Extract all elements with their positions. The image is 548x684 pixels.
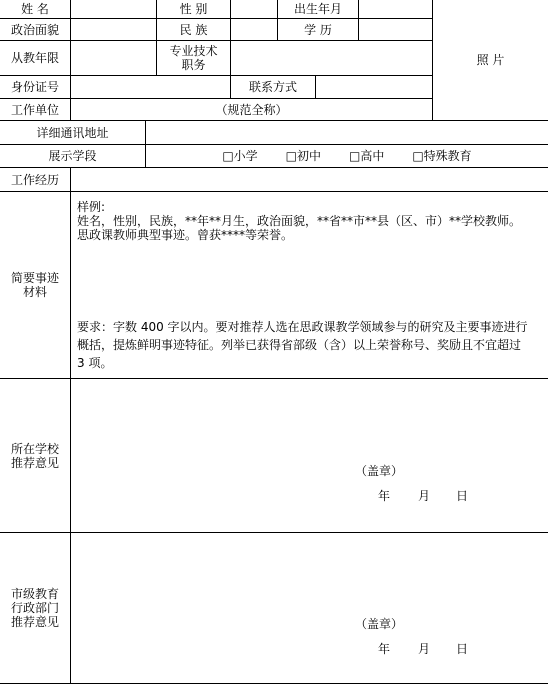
city-opinion-line-1: 市级教育 xyxy=(10,587,59,601)
city-date-year: 年 xyxy=(378,642,391,656)
city-date-day: 日 xyxy=(456,642,469,656)
education-field[interactable] xyxy=(358,18,433,41)
city-seal: （盖章） xyxy=(355,617,404,631)
city-opinion-field[interactable] xyxy=(70,532,548,684)
stage-option-senior[interactable]: □高中 xyxy=(349,149,385,163)
school-opinion-line-1: 所在学校 xyxy=(10,441,59,456)
employer-label: 工作单位 xyxy=(0,98,71,121)
school-opinion-label xyxy=(0,378,71,533)
school-seal: （盖章） xyxy=(355,464,404,478)
employer-field[interactable] xyxy=(70,98,433,121)
school-date-year: 年 xyxy=(378,489,391,503)
professional-title-field[interactable] xyxy=(230,40,433,76)
ethnicity-label: 民 族 xyxy=(156,18,231,41)
name-field[interactable] xyxy=(70,0,157,19)
stage-option-special[interactable]: □特殊教育 xyxy=(412,149,472,163)
deeds-example-line-2: 思政课教师典型事迹。曾获****等荣誉。 xyxy=(77,228,294,242)
teaching-years-label: 从教年限 xyxy=(0,40,71,76)
deeds-example-title: 样例: xyxy=(77,200,106,214)
address-label: 详细通讯地址 xyxy=(0,120,146,145)
city-date-month: 月 xyxy=(418,642,431,656)
deeds-label xyxy=(0,191,71,379)
birth-label: 出生年月 xyxy=(277,0,359,19)
city-opinion-label xyxy=(0,532,71,684)
deeds-requirement-line-3: 3 项。 xyxy=(77,356,113,370)
work-history-field[interactable] xyxy=(70,167,548,192)
political-label: 政治面貌 xyxy=(0,18,71,41)
stage-option-junior[interactable]: □初中 xyxy=(285,149,321,163)
school-date-month: 月 xyxy=(418,489,431,503)
deeds-label-line-1: 简要事迹 xyxy=(10,271,59,285)
gender-label: 性 别 xyxy=(156,0,231,19)
id-label: 身份证号 xyxy=(0,75,71,99)
id-field[interactable] xyxy=(70,75,231,99)
photo-label: 照 片 xyxy=(476,53,505,67)
teaching-years-field[interactable] xyxy=(70,40,157,76)
deeds-label-line-2: 材料 xyxy=(22,285,47,299)
name-label: 姓 名 xyxy=(0,0,71,19)
school-opinion-field[interactable] xyxy=(70,378,548,533)
professional-title-line-2: 职务 xyxy=(181,58,206,72)
school-opinion-line-2: 推荐意见 xyxy=(10,455,59,470)
deeds-example-line-1: 姓名，性别，民族，**年**月生，政治面貌，**省**市**县（区、市）**学校教师。 xyxy=(77,214,522,228)
photo-box[interactable] xyxy=(432,0,548,121)
stage-label: 展示学段 xyxy=(0,144,146,168)
city-opinion-line-3: 推荐意见 xyxy=(10,615,59,629)
city-opinion-line-2: 行政部门 xyxy=(10,601,59,615)
deeds-requirement-line-1: 要求：字数 400 字以内。要对推荐人选在思政课教学领域参与的研究及主要事迹进行 xyxy=(77,320,528,334)
ethnicity-field[interactable] xyxy=(230,18,278,41)
stage-option-primary[interactable]: □小学 xyxy=(222,149,258,163)
political-field[interactable] xyxy=(70,18,157,41)
contact-field[interactable] xyxy=(315,75,433,99)
professional-title-line-1: 专业技术 xyxy=(169,44,218,58)
birth-field[interactable] xyxy=(358,0,433,19)
contact-label: 联系方式 xyxy=(230,75,316,99)
education-label: 学 历 xyxy=(277,18,359,41)
employer-hint: （规范全称） xyxy=(215,102,288,117)
gender-field[interactable] xyxy=(230,0,278,19)
deeds-field[interactable] xyxy=(70,191,548,379)
professional-title-label xyxy=(156,40,231,76)
stage-options xyxy=(145,144,548,168)
address-field[interactable] xyxy=(145,120,548,145)
school-date-day: 日 xyxy=(456,489,469,503)
work-history-label: 工作经历 xyxy=(0,167,71,192)
deeds-requirement-line-2: 概括，提炼鲜明事迹特征。列举已获得省部级（含）以上荣誉称号、奖励且不宜超过 xyxy=(77,338,522,352)
